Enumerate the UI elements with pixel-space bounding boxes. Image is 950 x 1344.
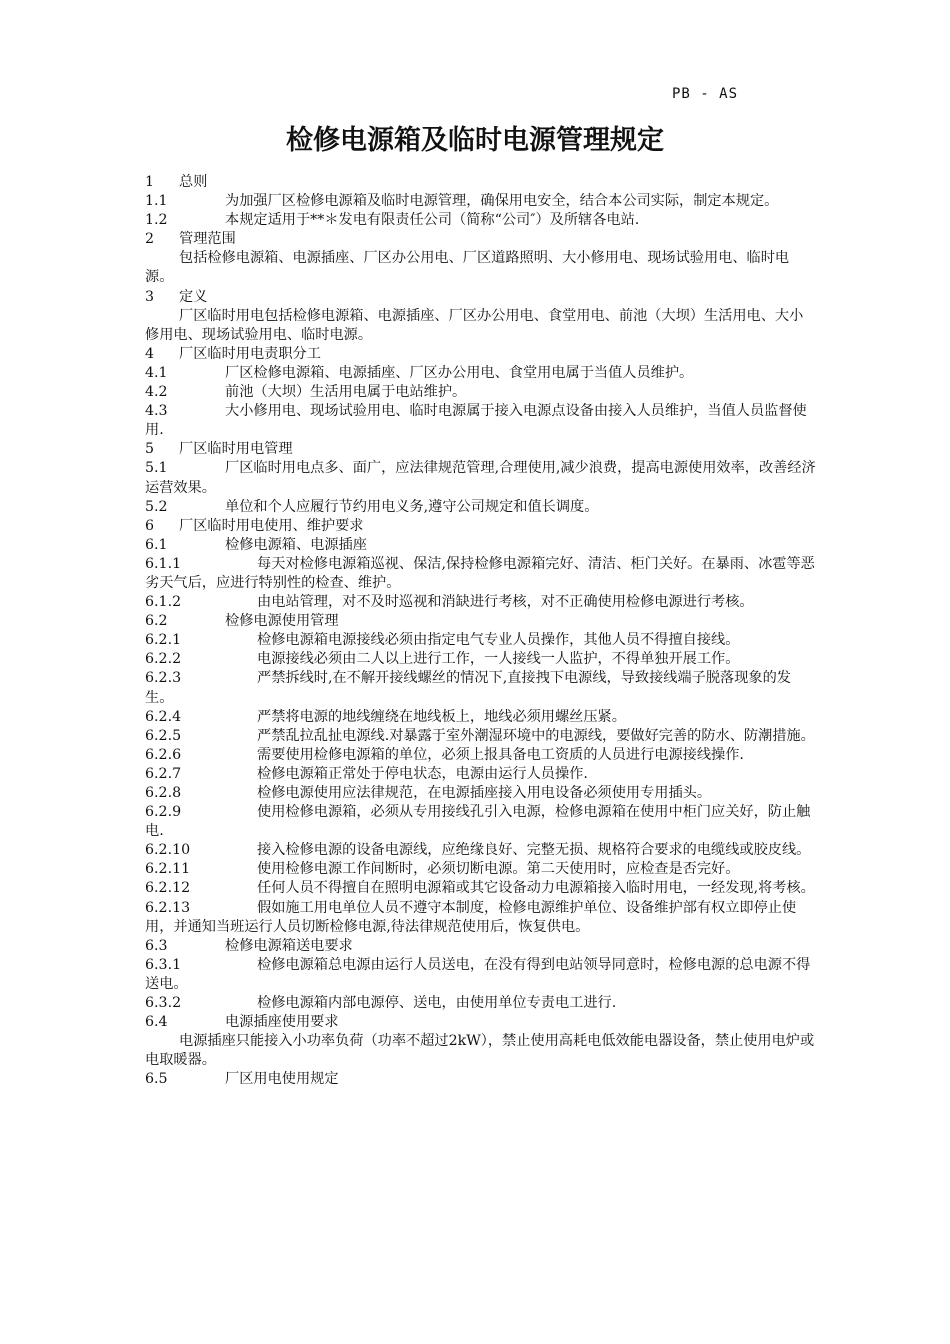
clause-text: 定义	[179, 288, 208, 305]
clause-text: 使用检修电源箱，必须从专用接线孔引入电源，检修电源箱在使用中柜门应关好，防止触电.	[145, 804, 811, 840]
clause-item	[145, 841, 817, 860]
clause-number: 6.3.2	[145, 995, 182, 1012]
clause-text: 厂区临时用电点多、面广，应法律规范管理,合理使用,减少浪费，提高电源使用效率，改善经济运营效果。	[145, 460, 816, 496]
clause-text: 检修电源箱、电源插座	[225, 536, 367, 553]
clause-text: 为加强厂区检修电源箱及临时电源管理，确保用电安全，结合本公司实际，制定本规定。	[225, 193, 779, 210]
clause-number: 6.2.4	[145, 708, 182, 725]
section-heading	[145, 440, 817, 459]
clause-item	[145, 1070, 817, 1089]
clause-number: 1.1	[145, 193, 168, 210]
clause-number: 6.2.12	[145, 880, 191, 897]
clause-text: 电源接线必须由二人以上进行工作，一人接线一人监护，不得单独开展工作。	[257, 651, 740, 668]
clause-item	[145, 402, 817, 440]
clause-number: 4.1	[145, 364, 168, 381]
clause-item	[145, 1013, 817, 1032]
section-paragraph	[145, 1032, 817, 1070]
clause-item	[145, 650, 817, 669]
clause-number: 6.1.1	[145, 555, 182, 572]
document-body	[145, 173, 817, 1090]
clause-text: 总则	[179, 174, 208, 190]
section-heading	[145, 288, 817, 307]
clause-item	[145, 383, 817, 402]
clause-number: 6.2.5	[145, 727, 182, 744]
clause-item	[145, 612, 817, 631]
clause-number: 6.2.2	[145, 651, 182, 668]
clause-number: 6.2.11	[145, 861, 191, 878]
clause-item	[145, 364, 817, 383]
clause-item	[145, 765, 817, 784]
clause-text: 检修电源箱总电源由运行人员送电，在没有得到电站领导同意时，检修电源的总电源不得送电。	[145, 956, 811, 992]
clause-number: 6.1	[145, 536, 168, 553]
clause-number: 1	[145, 174, 155, 190]
clause-number: 4.2	[145, 384, 168, 401]
clause-number: 1.2	[145, 212, 168, 229]
clause-text: 前池（大坝）生活用电属于电站维护。	[225, 384, 467, 401]
document-code: PB - AS	[672, 86, 739, 102]
clause-number: 3	[145, 288, 155, 305]
clause-number: 6.4	[145, 1014, 168, 1031]
section-heading	[145, 173, 817, 192]
clause-number: 6.2.10	[145, 842, 191, 859]
clause-number: 2	[145, 231, 155, 248]
clause-number: 6.3	[145, 937, 168, 954]
clause-number: 6	[145, 517, 155, 534]
clause-item	[145, 937, 817, 956]
clause-text: 厂区临时用电包括检修电源箱、电源插座、厂区办公用电、食堂用电、前池（大坝）生活用电、大小修用电、现场试验用电、临时电源。	[145, 307, 804, 343]
section-paragraph	[145, 307, 817, 345]
clause-text: 厂区检修电源箱、电源插座、厂区办公用电、食堂用电属于当值人员维护。	[225, 364, 694, 381]
clause-text: 每天对检修电源箱巡视、保洁,保持检修电源箱完好、清洁、柜门关好。在暴雨、冰雹等恶劣天气后，应进行特别性的检查、维护。	[145, 555, 815, 591]
clause-item	[145, 536, 817, 555]
clause-text: 使用检修电源工作间断时，必须切断电源。第二天使用时，应检查是否完好。	[257, 861, 740, 878]
clause-text: 由电站管理，对不及时巡视和消缺进行考核，对不正确使用检修电源进行考核。	[257, 594, 754, 611]
clause-text: 假如施工用电单位人员不遵守本制度，检修电源维护单位、设备维护部有权立即停止使用，并通知当班运行人员切断检修电源,待法律规范使用后，恢复供电。	[145, 899, 797, 935]
clause-text: 检修电源箱送电要求	[225, 937, 353, 954]
clause-item	[145, 669, 817, 707]
clause-item	[145, 459, 817, 497]
clause-item	[145, 899, 817, 937]
clause-number: 4.3	[145, 403, 168, 420]
clause-text: 需要使用检修电源箱的单位，必须上报具备电工资质的人员进行电源接线操作.	[257, 746, 744, 763]
clause-item	[145, 727, 817, 746]
clause-text: 电源插座只能接入小功率负荷（功率不超过2kW），禁止使用高耗电低效能电器设备，禁止使用电炉或电取暖器。	[145, 1033, 815, 1069]
clause-text: 检修电源箱内部电源停、送电，由使用单位专责电工进行.	[257, 995, 617, 1012]
clause-item	[145, 784, 817, 803]
clause-text: 严禁拆线时,在不解开接线螺丝的情况下,直接拽下电源线，导致接线端子脱落现象的发生。	[145, 670, 791, 706]
clause-text: 严禁乱拉乱扯电源线.对暴露于室外潮湿环境中的电源线，要做好完善的防水、防潮措施。	[257, 727, 815, 744]
clause-text: 厂区临时用电使用、维护要求	[179, 517, 364, 534]
clause-text: 检修电源使用管理	[225, 613, 339, 630]
clause-text: 厂区临时用电管理	[179, 441, 293, 458]
clause-item	[145, 708, 817, 727]
clause-text: 电源插座使用要求	[225, 1014, 339, 1031]
clause-text: 检修电源箱正常处于停电状态，电源由运行人员操作.	[257, 765, 588, 782]
clause-number: 4	[145, 345, 155, 362]
clause-number: 6.2.7	[145, 765, 182, 782]
clause-item	[145, 593, 817, 612]
section-paragraph	[145, 249, 817, 287]
document-title: 检修电源箱及临时电源管理规定	[286, 125, 664, 156]
clause-number: 6.2.6	[145, 746, 182, 763]
clause-item	[145, 879, 817, 898]
clause-text: 厂区用电使用规定	[225, 1071, 339, 1088]
clause-number: 5	[145, 441, 155, 458]
clause-number: 6.2.8	[145, 785, 182, 801]
clause-number: 6.3.1	[145, 956, 182, 973]
clause-number: 6.2.13	[145, 899, 191, 916]
section-heading	[145, 230, 817, 249]
clause-item	[145, 211, 817, 230]
clause-text: 本规定适用于**＊发电有限责任公司（简称“公司″）及所辖各电站.	[225, 212, 640, 229]
clause-text: 大小修用电、现场试验用电、临时电源属于接入电源点设备由接入人员维护，当值人员监督使用.	[145, 403, 807, 439]
clause-item	[145, 860, 817, 879]
clause-number: 6.2.9	[145, 804, 182, 821]
clause-text: 严禁将电源的地线缠绕在地线板上，地线必须用螺丝压紧。	[257, 708, 626, 725]
clause-text: 接入检修电源的设备电源线，应绝缘良好、完整无损、规格符合要求的电缆线或胶皮线。	[257, 842, 811, 859]
clause-text: 包括检修电源箱、电源插座、厂区办公用电、厂区道路照明、大小修用电、现场试验用电、临时电源。	[145, 250, 790, 286]
clause-item	[145, 746, 817, 765]
clause-text: 厂区临时用电责职分工	[179, 345, 321, 362]
clause-number: 6.5	[145, 1071, 168, 1088]
clause-item	[145, 994, 817, 1013]
clause-number: 6.2	[145, 613, 168, 630]
clause-item	[145, 498, 817, 517]
clause-number: 6.2.1	[145, 632, 182, 649]
clause-text: 任何人员不得擅自在照明电源箱或其它设备动力电源箱接入临时用电，一经发现,将考核。	[257, 880, 815, 897]
section-heading	[145, 517, 817, 536]
clause-item	[145, 803, 817, 841]
clause-number: 5.1	[145, 460, 168, 477]
section-heading	[145, 345, 817, 364]
clause-text: 单位和个人应履行节约用电义务,遵守公司规定和值长调度。	[225, 498, 599, 515]
clause-item	[145, 631, 817, 650]
clause-item	[145, 956, 817, 994]
clause-item	[145, 555, 817, 593]
clause-number: 6.2.3	[145, 670, 182, 687]
clause-number: 5.2	[145, 498, 168, 515]
clause-text: 管理范围	[179, 231, 236, 248]
clause-number: 6.1.2	[145, 594, 182, 611]
clause-text: 检修电源箱电源接线必须由指定电气专业人员操作，其他人员不得擅自接线。	[257, 632, 740, 649]
clause-text: 检修电源使用应法律规范，在电源插座接入用电设备必须使用专用插头。	[257, 785, 712, 801]
clause-item	[145, 192, 817, 211]
